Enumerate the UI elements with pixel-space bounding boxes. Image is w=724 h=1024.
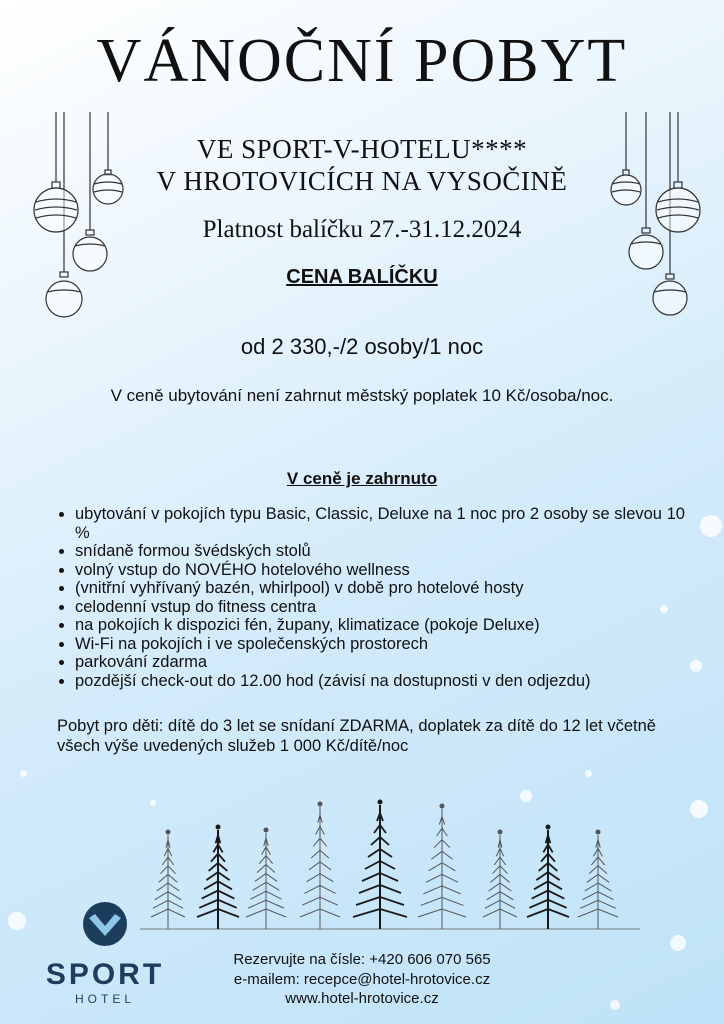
- hotel-location: V HROTOVICÍCH NA VYSOČINĚ: [156, 166, 568, 196]
- christmas-trees-icon: [140, 795, 640, 935]
- tree: [353, 800, 407, 930]
- tree: [483, 830, 517, 930]
- package-price: od 2 330,-/2 osoby/1 noc: [240, 334, 484, 359]
- phone-line: Rezervujte na čísle: +420 606 070 565: [233, 951, 491, 968]
- logo-subtitle: HOTEL: [74, 992, 135, 1006]
- price-heading: CENA BALÍČKU: [286, 266, 438, 288]
- snowflake: [585, 770, 592, 777]
- list-item: • parkování zdarma: [75, 653, 695, 672]
- tree: [151, 830, 185, 930]
- logo-wordmark: SPORT: [45, 958, 165, 991]
- tree: [300, 802, 340, 930]
- contact-block: [140, 950, 584, 1009]
- list-item: • volný vstup do NOVÉHO hotelového wellness: [75, 561, 695, 580]
- snowflake: [670, 935, 686, 951]
- list-item: • snídaně formou švédských stolů: [75, 542, 695, 561]
- tree: [418, 804, 466, 930]
- snowflake: [8, 912, 26, 930]
- website-link[interactable]: www.hotel-hrotovice.cz: [285, 990, 439, 1007]
- tree: [197, 825, 239, 930]
- list-item: • pozdější check-out do 12.00 hod (závisí na dostupnosti v den odjezdu): [75, 672, 695, 691]
- package-validity: Platnost balíčku 27.-31.12.2024: [202, 216, 522, 243]
- list-item: • na pokojích k dispozici fén, župany, klimatizace (pokoje Deluxe): [75, 616, 695, 635]
- hotel-name: VE SPORT-V-HOTELU****: [196, 134, 528, 164]
- snowflake: [690, 800, 708, 818]
- included-list: [53, 505, 695, 690]
- tree: [527, 825, 569, 930]
- snowflake: [20, 770, 27, 777]
- hotel-logo-icon: [80, 900, 130, 948]
- children-pricing-note: Pobyt pro děti: dítě do 3 let se snídaní ZDARMA, doplatek za dítě do 12 let včetně všech výše uvedených služeb 1 000 Kč/dítě/noc: [57, 717, 656, 755]
- list-item: • celodenní vstup do fitness centra: [75, 598, 695, 617]
- list-item: • Wi-Fi na pokojích i ve společenských prostorech: [75, 635, 695, 654]
- list-item: • (vnitřní vyhřívaný bazén, whirlpool) v době pro hotelové hosty: [75, 579, 695, 598]
- page-title: VÁNOČNÍ POBYT: [96, 27, 628, 95]
- tree: [578, 830, 618, 930]
- email-link[interactable]: e-mailem: recepce@hotel-hrotovice.cz: [233, 970, 491, 988]
- list-item: • ubytování v pokojích typu Basic, Classic, Deluxe na 1 noc pro 2 osoby se slevou 10 %: [75, 505, 695, 542]
- city-fee-note: V ceně ubytování není zahrnut městský poplatek 10 Kč/osoba/noc.: [110, 386, 614, 405]
- tree: [246, 828, 286, 930]
- snowflake: [610, 1000, 620, 1010]
- included-heading: V ceně je zahrnuto: [286, 469, 438, 488]
- snowflake: [700, 515, 722, 537]
